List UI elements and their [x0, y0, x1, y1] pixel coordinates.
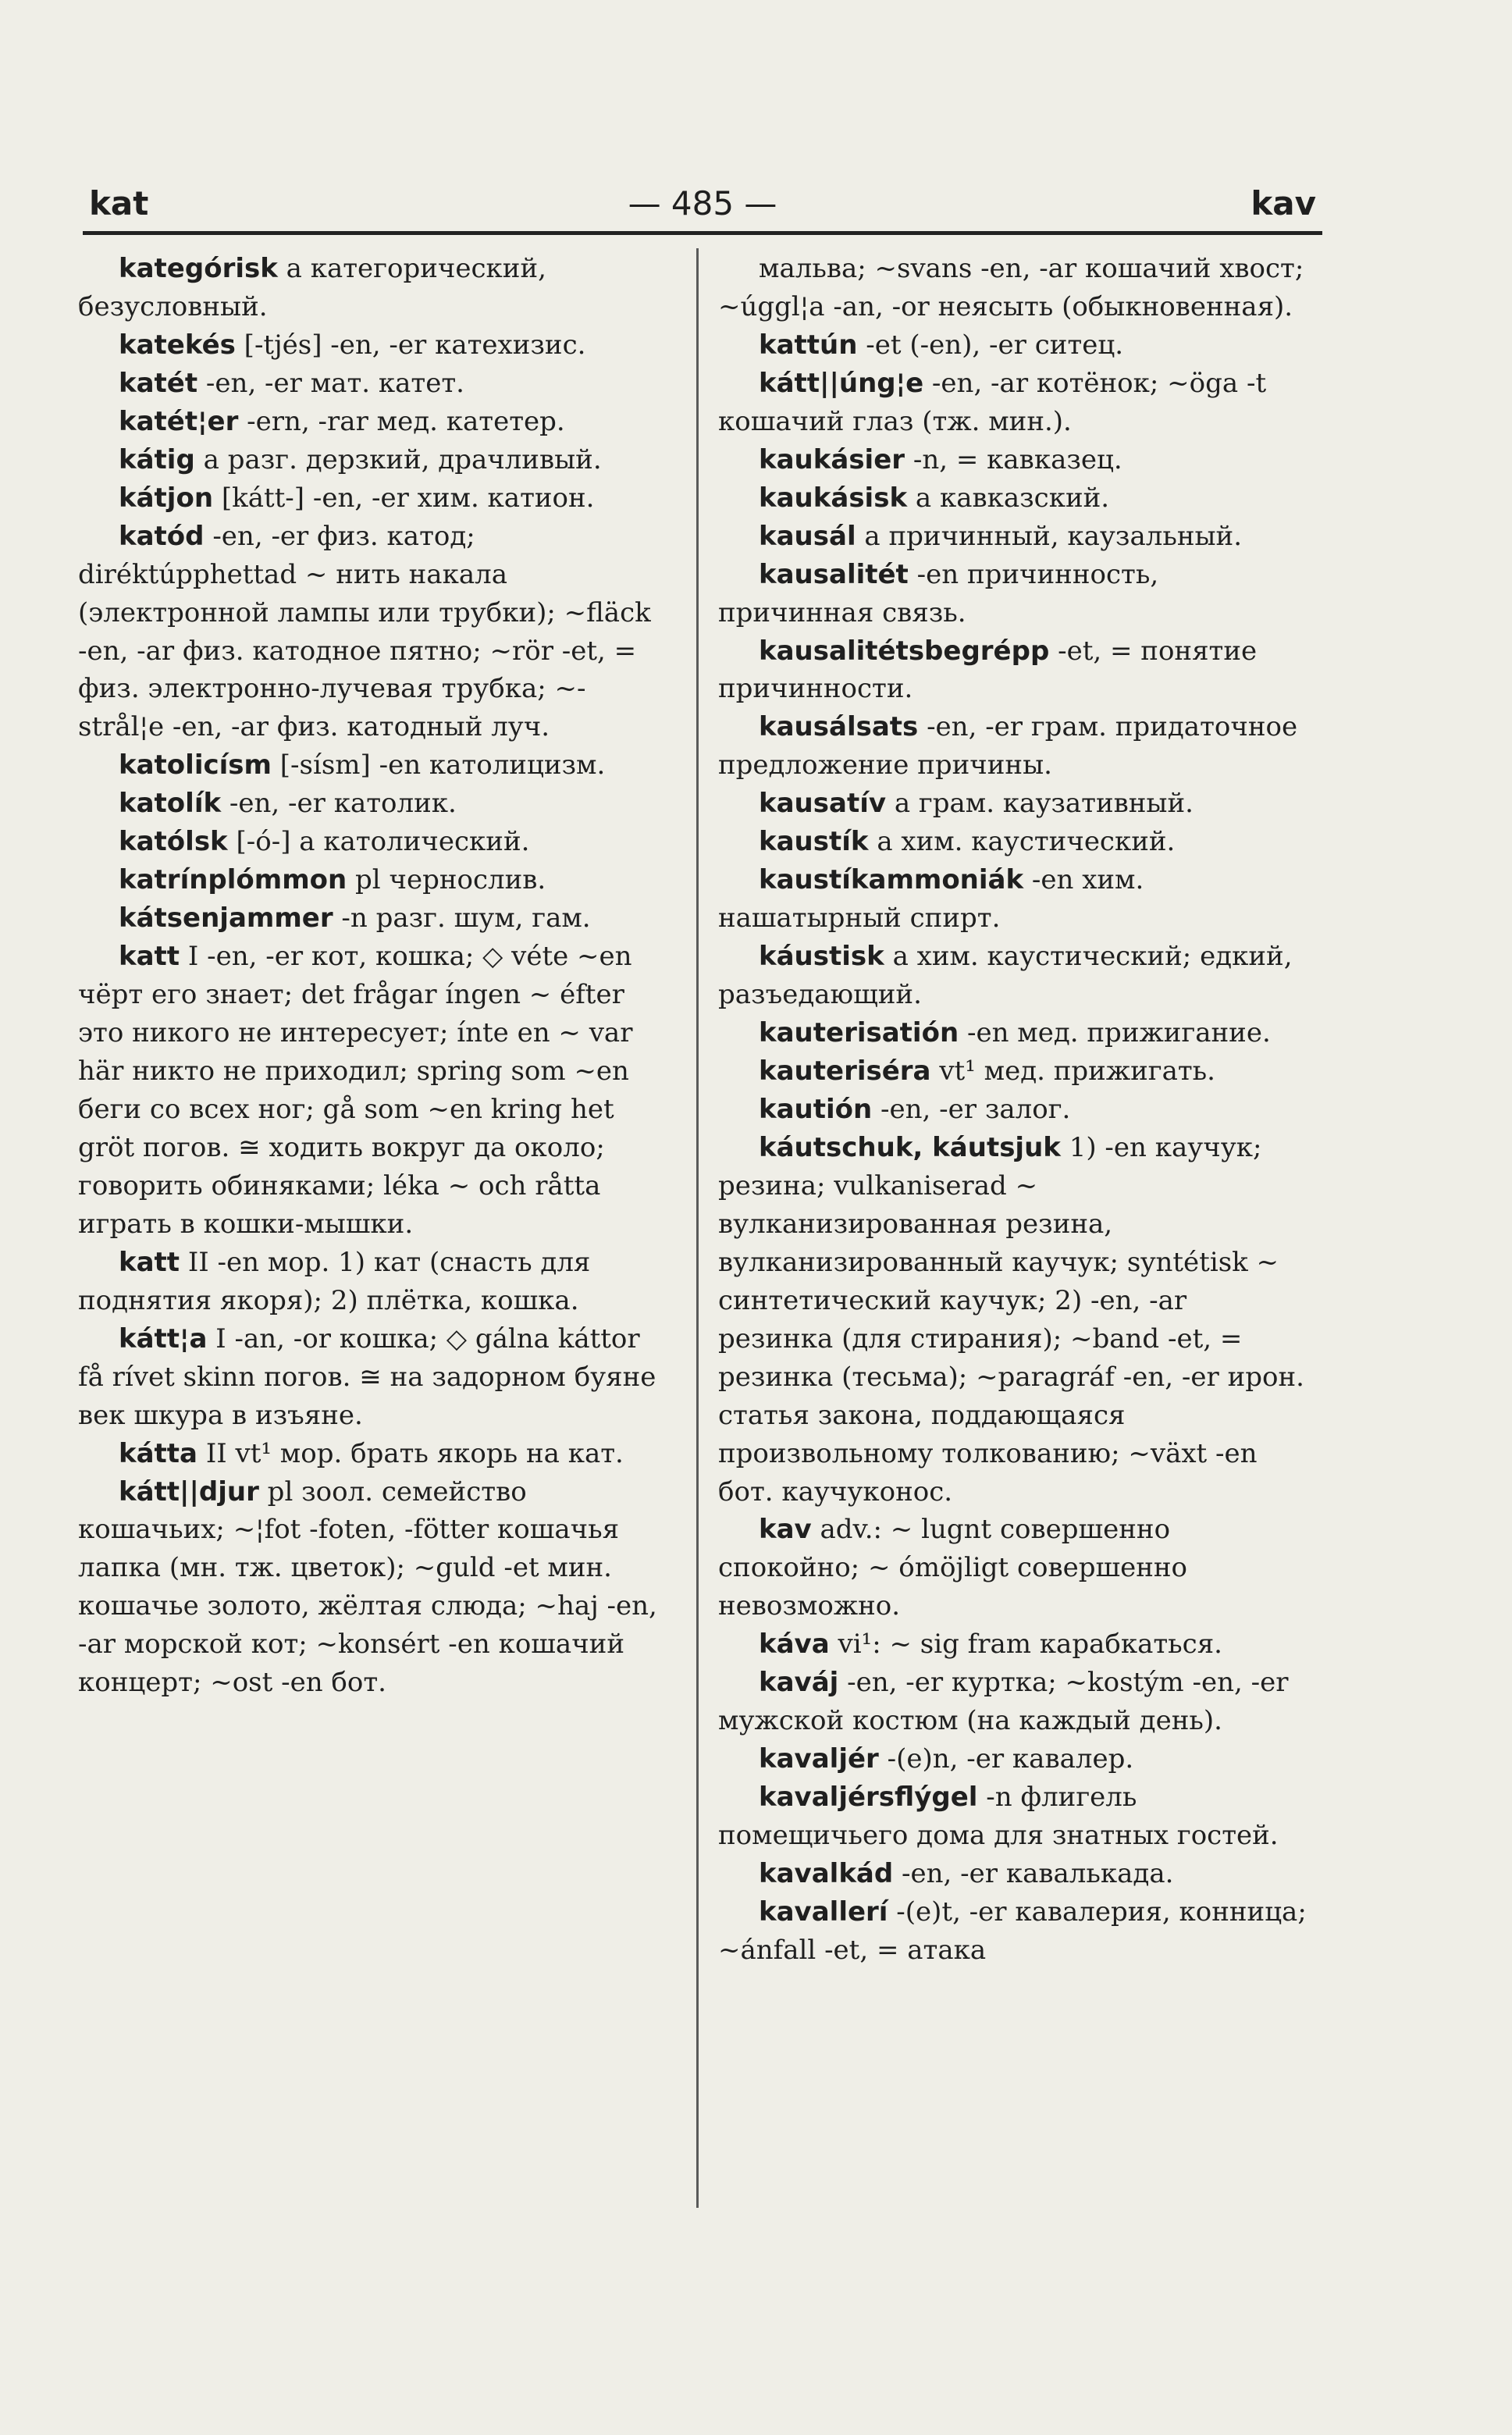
headword: katolík	[119, 788, 222, 820]
headword: katrínplómmon	[119, 864, 347, 896]
dictionary-entry	[78, 746, 667, 785]
dictionary-entry	[718, 1740, 1307, 1778]
entry-definition: a кавказский.	[907, 482, 1110, 514]
dictionary-entry	[718, 785, 1307, 823]
dictionary-entry	[78, 1244, 667, 1320]
entry-definition: -n, = кавказец.	[905, 443, 1122, 475]
column-divider	[696, 248, 699, 2208]
dictionary-entry	[78, 365, 667, 403]
header-right-guide-word: kav	[1251, 184, 1316, 222]
dictionary-entry	[718, 1664, 1307, 1740]
dictionary-entry	[78, 899, 667, 938]
headword: kautión	[759, 1093, 873, 1125]
dictionary-entry	[718, 1129, 1307, 1511]
entry-definition: [-ó-] a католический.	[227, 826, 530, 858]
header-left-guide-word: kat	[89, 184, 149, 222]
dictionary-entry	[718, 441, 1307, 479]
headword: kaustíkammoniák	[759, 864, 1024, 896]
headword: kaukásisk	[759, 482, 908, 514]
entry-definition: a хим. каустический; едкий, разъедающий.	[718, 941, 1293, 1011]
headword: kausalitét	[759, 558, 909, 590]
dictionary-entry	[718, 1014, 1307, 1052]
dictionary-entry	[718, 1855, 1307, 1893]
entry-definition: -en причинность, причинная связь.	[718, 558, 1159, 628]
dictionary-entry	[718, 365, 1307, 441]
headword: kausál	[759, 520, 856, 552]
headword: kátta	[119, 1437, 198, 1469]
entry-definition: -n флигель помещичьего дома для знатных гостей.	[718, 1782, 1279, 1852]
dictionary-entry	[718, 1778, 1307, 1855]
dictionary-entry	[78, 403, 667, 441]
dictionary-entry	[718, 938, 1307, 1014]
dictionary-entry	[718, 518, 1307, 556]
entry-definition: -n разг. шум, гам.	[333, 902, 591, 934]
entry-definition: 1) -en каучук; резина; vulkaniserad ~ вулканизированная резина, вулканизированный каучук; syntétisk ~ синтетический каучук; 2) -en, -ar резинка (для стирания); ~band -et, = резинка (тесьма); ~paragráf -en, -er ирон. статья закона, поддающаяся произвольному толкованию; ~växt -en бот. каучуконос.	[718, 1131, 1304, 1508]
dictionary-entry	[718, 479, 1307, 518]
dictionary-entry	[718, 326, 1307, 365]
dictionary-entry	[78, 518, 667, 747]
dictionary-entry	[718, 1052, 1307, 1091]
entry-definition: II -en мор. 1) кат (снасть для поднятия якоря); 2) плётка, кошка.	[78, 1246, 591, 1316]
dictionary-entry	[78, 823, 667, 861]
entry-definition: -en, -er куртка; ~kostým -en, -er мужской костюм (на каждый день).	[718, 1667, 1289, 1737]
entry-definition: -en, -er залог.	[872, 1093, 1071, 1125]
headword: kátt||úng¦e	[759, 367, 924, 399]
page-header	[83, 176, 1322, 235]
entry-definition: -(e)n, -er кавалер.	[878, 1743, 1134, 1775]
entry-definition: -ern, -rar мед. катетер.	[238, 405, 565, 437]
headword: katód	[119, 520, 205, 552]
headword: kavalkád	[759, 1858, 894, 1890]
entry-definition: -en, -er физ. катод; diréktúpphettad ~ нить накала (электронной лампы или трубки); ~fläck -en, -ar физ. катодное пятно; ~rör -et, = физ. электронно-лучевая трубка; ~-strål¦e -en, -ar физ. катодный луч.	[78, 520, 651, 743]
headword: katt	[119, 941, 180, 973]
dictionary-entry	[718, 1511, 1307, 1625]
entry-definition: I -an, -or кошка; ◇ gálna káttor få rívet skinn погов. ≅ на задорном буяне век шкура в изъяне.	[78, 1323, 656, 1431]
dictionary-entry	[78, 785, 667, 823]
entry-definition: II vt¹ мор. брать якорь на кат.	[197, 1437, 624, 1469]
headword: kattún	[759, 329, 858, 361]
entry-definition: I -en, -er кот, кошка; ◇ véte ~en чёрт его знает; det frågar íngen ~ éfter это никого не интересует; ínte en ~ var här никто не приходил; spring som ~en беги со всех ног; gå som ~en kring het gröt погов. ≅ ходить вокруг да около; говорить обиняками; léka ~ och råtta играть в кошки-мышки.	[78, 941, 633, 1240]
entry-definition: -(e)t, -er кавалерия, конница; ~ánfall -et, = атака	[718, 1896, 1307, 1966]
dictionary-entry	[718, 823, 1307, 861]
entry-definition: a категорический, безусловный.	[78, 253, 546, 322]
entry-definition: a грам. каузативный.	[886, 788, 1194, 820]
headword: kátsenjammer	[119, 902, 333, 934]
headword: kátig	[119, 443, 195, 475]
headword: katét¦er	[119, 405, 239, 437]
headword: káutschuk, káutsjuk	[759, 1131, 1061, 1163]
entry-definition: -et, = понятие причинности.	[718, 635, 1258, 705]
dictionary-entry	[78, 861, 667, 899]
entry-definition: [-tjés] -en, -er катехизис.	[235, 329, 586, 361]
headword: kaustík	[759, 826, 869, 858]
headword: katolicísm	[119, 749, 272, 781]
dictionary-entry	[718, 556, 1307, 632]
headword: katét	[119, 367, 198, 399]
dictionary-entry	[718, 1893, 1307, 1970]
headword: katt	[119, 1246, 180, 1278]
entry-definition: -en, -ar котёнок; ~öga -t кошачий глаз (тж. мин.).	[718, 367, 1267, 437]
entry-definition: a причинный, каузальный.	[856, 520, 1243, 552]
dictionary-entry	[78, 479, 667, 518]
entry-definition: -en, -er мат. катет.	[197, 367, 464, 399]
headword: kátt||djur	[119, 1476, 259, 1508]
headword: kaváj	[759, 1667, 839, 1699]
page-number: — 485 —	[628, 184, 777, 222]
left-column	[78, 250, 667, 1702]
headword: kausatív	[759, 788, 887, 820]
entry-definition: [-sísm] -en католицизм.	[271, 749, 606, 781]
headword: kavallerí	[759, 1896, 888, 1928]
entry-definition: -en мед. прижигание.	[959, 1017, 1271, 1049]
entry-definition: -en, -er грам. придаточное предложение причины.	[718, 711, 1298, 781]
dictionary-entry	[78, 1435, 667, 1473]
dictionary-entry	[78, 441, 667, 479]
entry-definition: a хим. каустический.	[868, 826, 1176, 858]
headword: káva	[759, 1629, 830, 1661]
headword: kavaljérsflýgel	[759, 1782, 978, 1814]
headword: káustisk	[759, 941, 884, 973]
entry-definition: a разг. дерзкий, драчливый.	[194, 443, 602, 475]
entry-definition: pl чернослив.	[347, 864, 546, 896]
dictionary-entry	[78, 1320, 667, 1435]
entry-definition: -en, -er католик.	[221, 788, 457, 820]
entry-definition: мальва; ~svans -en, -ar кошачий хвост; ~úggl¦a -an, -or неясыть (обыкновенная).	[718, 253, 1304, 322]
dictionary-entry	[718, 250, 1307, 326]
entry-definition: adv.: ~ lugnt совершенно спокойно; ~ ómöjligt совершенно невозможно.	[718, 1514, 1188, 1622]
dictionary-entry	[78, 1473, 667, 1703]
headword: kátt¦a	[119, 1323, 208, 1355]
entry-definition: pl зоол. семейство кошачьих; ~¦fot -foten, -fötter кошачья лапка (мн. тж. цветок); ~guld -et мин. кошачье золото, жёлтая слюда; ~haj -en, -ar морской кот; ~konsért -en кошачий концерт; ~ost -en бот.	[78, 1476, 657, 1699]
headword: kátjon	[119, 482, 214, 514]
entry-definition: -en хим. нашатырный спирт.	[718, 864, 1144, 934]
entry-definition: vt¹ мед. прижигать.	[930, 1056, 1215, 1088]
headword: kaukásier	[759, 443, 905, 475]
entry-definition: [kátt-] -en, -er хим. катион.	[213, 482, 595, 514]
entry-definition: vi¹: ~ sig fram карабкаться.	[829, 1629, 1222, 1661]
dictionary-entry	[718, 1625, 1307, 1664]
headword: kausalitétsbegrépp	[759, 635, 1050, 667]
headword: kategórisk	[119, 253, 278, 284]
headword: kavaljér	[759, 1743, 879, 1775]
headword: katólsk	[119, 826, 228, 858]
headword: kauteriséra	[759, 1056, 931, 1088]
headword: katekés	[119, 329, 236, 361]
dictionary-entry	[78, 326, 667, 365]
entry-definition: -en, -er кавалькада.	[893, 1858, 1174, 1890]
dictionary-entry	[718, 708, 1307, 785]
right-column	[718, 250, 1307, 1970]
headword: kausálsats	[759, 711, 919, 743]
entry-definition: -et (-en), -er ситец.	[857, 329, 1123, 361]
dictionary-entry	[78, 938, 667, 1244]
headword: kauterisatión	[759, 1017, 959, 1049]
dictionary-entry	[718, 861, 1307, 938]
dictionary-entry	[78, 250, 667, 326]
dictionary-entry	[718, 1091, 1307, 1129]
dictionary-entry	[718, 632, 1307, 709]
headword: kav	[759, 1514, 812, 1546]
